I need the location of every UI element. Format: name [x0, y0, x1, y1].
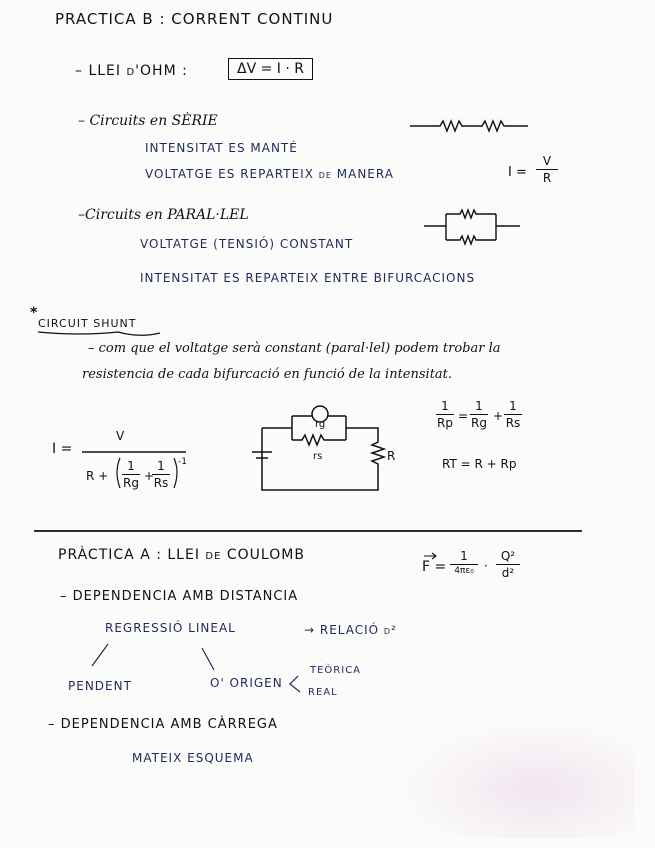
- mateix-label: MATEIX ESQUEMA: [132, 751, 254, 765]
- force-lhs: F =: [422, 559, 447, 575]
- frac-num: 1: [460, 549, 468, 563]
- rg-label: rg: [315, 419, 326, 430]
- rs-label: rs: [313, 451, 323, 462]
- serie-formula-lhs: I =: [508, 165, 527, 180]
- teorica-label: TEÒRICA: [310, 665, 362, 676]
- shunt-line-2: resistencia de cada bifurcació en funció de la intensitat.: [82, 367, 453, 382]
- frac-num: 1: [509, 399, 517, 413]
- parallel-line-1: VOLTATGE (TENSIÓ) CONSTANT: [140, 237, 354, 251]
- shunt-underline: [38, 332, 160, 335]
- frac-den: 4πε₀: [454, 566, 474, 576]
- origen-label: O' ORIGEN: [210, 676, 283, 690]
- serie-formula-den: R: [542, 171, 552, 185]
- shunt-asterisk: *: [30, 305, 38, 321]
- relation-label: → RELACIÓ d²: [304, 623, 397, 637]
- serie-line-2: VOLTATGE ES REPARTEIX de MANERA: [145, 167, 394, 181]
- frac-num: 1: [157, 459, 165, 473]
- regression-label: REGRESSIÓ LINEAL: [105, 621, 236, 635]
- shunt-formula-num: V: [116, 429, 125, 443]
- parallel-heading: –Circuits en PARAL·LEL: [78, 207, 249, 223]
- dot-sign: ·: [484, 559, 488, 573]
- parallel-resistor-diagram: [424, 210, 520, 244]
- pendent-label: PENDENT: [68, 679, 132, 693]
- serie-line-1: INTENSITAT ES MANTÉ: [145, 141, 298, 155]
- frac-den: Rs: [153, 476, 169, 490]
- shunt-formula-I: I =: [52, 441, 73, 457]
- series-resistor-diagram: [410, 121, 528, 131]
- plus-sign: +: [493, 409, 504, 423]
- shunt-line-1: – com que el voltatge serà constant (paral·lel) podem trobar la: [88, 341, 501, 356]
- frac-num: 1: [441, 399, 449, 413]
- practica-a-title: PRÀCTICA A : LLEI de COULOMB: [58, 547, 305, 563]
- frac-den: Rg: [123, 476, 139, 490]
- rt-formula: RT = R + Rp: [442, 457, 517, 471]
- paren-left: [117, 458, 120, 488]
- r-label: R: [387, 449, 396, 463]
- equals-sign: =: [458, 409, 469, 423]
- rp-formula-text: 1/Rp = 1/Rg + 1/Rs: [436, 437, 514, 446]
- page-title: PRACTICA B : CORRENT CONTINU: [55, 10, 334, 28]
- dep-charge: – DEPENDENCIA AMB CÀRREGA: [48, 717, 278, 732]
- dep-distance: – DEPENDENCIA AMB DISTANCIA: [60, 589, 299, 604]
- frac-num: 1: [475, 399, 483, 413]
- vector-arrow: [424, 553, 436, 559]
- frac-num: Q²: [500, 549, 516, 563]
- shunt-circuit-diagram: [252, 406, 384, 490]
- frac-den: Rg: [471, 416, 487, 430]
- frac-num: 1: [127, 459, 135, 473]
- serie-formula-num: V: [542, 154, 552, 168]
- ohm-label: – LLEI d'OHM :: [75, 63, 188, 79]
- paren-right: [174, 458, 177, 488]
- real-label: REAL: [308, 687, 338, 698]
- shunt-formula-R: R +: [86, 469, 109, 483]
- parallel-line-2: INTENSITAT ES REPARTEIX ENTRE BIFURCACIONS: [140, 271, 476, 285]
- regression-branches: [92, 644, 300, 692]
- ohm-formula: ΔV = I · R: [228, 58, 313, 80]
- plus-sign: +: [144, 469, 155, 483]
- frac-den: Rp: [437, 416, 453, 430]
- shunt-heading: CIRCUIT SHUNT: [38, 317, 137, 330]
- frac-den: d²: [501, 566, 515, 580]
- serie-heading: – Circuits en SÈRIE: [78, 113, 218, 129]
- shunt-formula-exp: -1: [178, 457, 187, 467]
- frac-den: Rs: [505, 416, 521, 430]
